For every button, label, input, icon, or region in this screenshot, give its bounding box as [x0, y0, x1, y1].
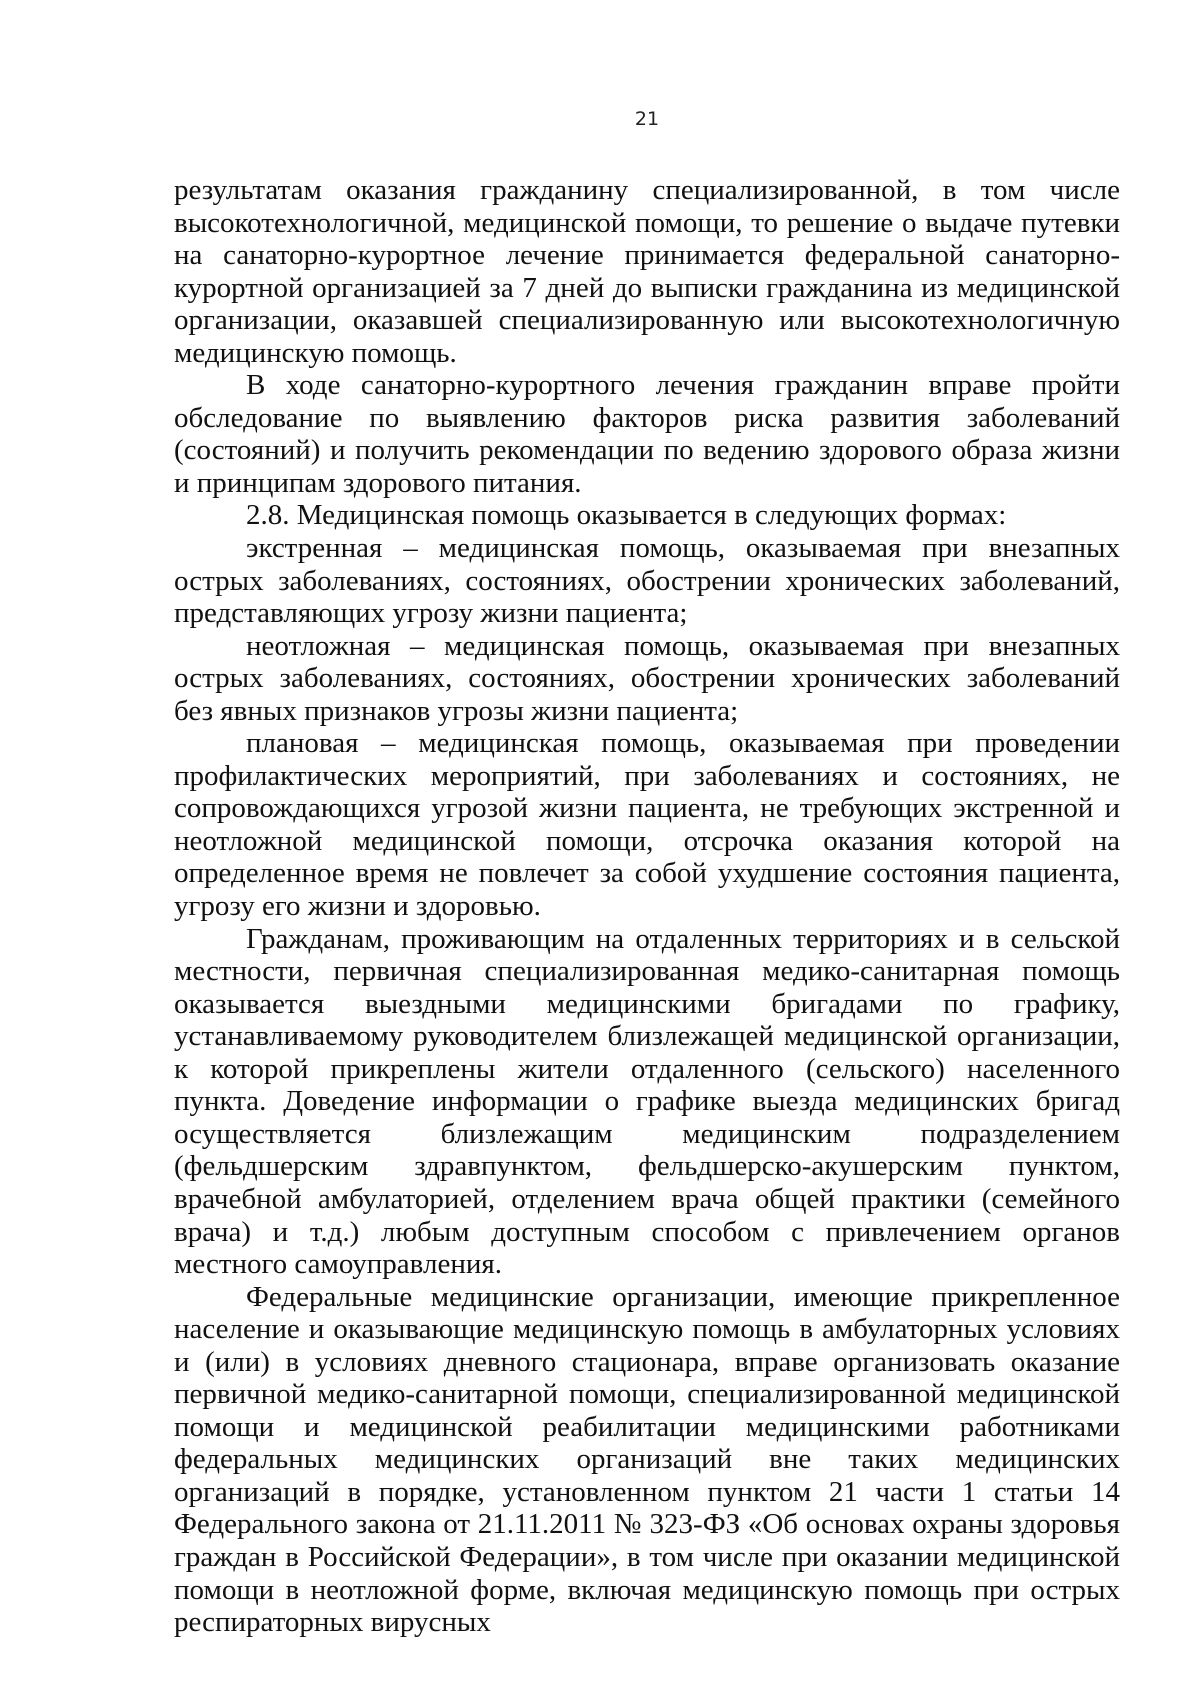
paragraph: плановая – медицинская помощь, оказываемая при проведении профилактических мероприятий, при заболеваниях и состояниях, не сопровождающихся угрозой жизни пациента, не требующих экстренной и неотложной медицинской помощи, отсрочка оказания которой на определенное время не повлечет за собой ухудшение состояния пациента, угрозу его жизни и здоровью. [174, 727, 1120, 923]
page-number: 21 [634, 108, 660, 130]
paragraph: Федеральные медицинские организации, имеющие прикрепленное население и оказывающие медицинскую помощь в амбулаторных условиях и (или) в условиях дневного стационара, вправе организовать оказание первичной медико-санитарной помощи, специализированной медицинской помощи и медицинской реабилитации медицинскими работниками федеральных медицинских организаций вне таких медицинских организаций в порядке, установленном пунктом 21 части 1 статьи 14 Федерального закона от 21.11.2011 № 323-ФЗ «Об основах охраны здоровья граждан в Российской Федерации», в том числе при оказании медицинской помощи в неотложной форме, включая медицинскую помощь при острых респираторных вирусных [174, 1280, 1120, 1639]
paragraph: результатам оказания гражданину специализированной, в том числе высокотехнологичной, медицинской помощи, то решение о выдаче путевки на санаторно-курортное лечение принимается федеральной санаторно-курортной организацией за 7 дней до выписки гражданина из медицинской организации, оказавшей специализированную или высокотехнологичную медицинскую помощь. [174, 174, 1120, 369]
paragraph: В ходе санаторно-курортного лечения гражданин вправе пройти обследование по выявлению факторов риска развития заболеваний (состояний) и получить рекомендации по ведению здорового образа жизни и принципам здорового питания. [174, 369, 1120, 499]
paragraph: неотложная – медицинская помощь, оказываемая при внезапных острых заболеваниях, состояниях, обострении хронических заболеваний без явных признаков угрозы жизни пациента; [174, 629, 1120, 727]
document-body [174, 174, 1120, 1639]
paragraph: экстренная – медицинская помощь, оказываемая при внезапных острых заболеваниях, состояниях, обострении хронических заболеваний, представляющих угрозу жизни пациента; [174, 532, 1120, 630]
paragraph: Гражданам, проживающим на отдаленных территориях и в сельской местности, первичная специализированная медико-санитарная помощь оказывается выездными медицинскими бригадами по графику, устанавливаемому руководителем близлежащей медицинской организации, к которой прикреплены жители отдаленного (сельского) населенного пункта. Доведение информации о графике выезда медицинских бригад осуществляется близлежащим медицинским подразделением (фельдшерским здравпунктом, фельдшерско-акушерским пунктом, врачебной амбулаторией, отделением врача общей практики (семейного врача) и т.д.) любым доступным способом с привлечением органов местного самоуправления. [174, 922, 1120, 1281]
document-page [174, 108, 1120, 1639]
paragraph: 2.8. Медицинская помощь оказывается в следующих формах: [246, 499, 1007, 532]
